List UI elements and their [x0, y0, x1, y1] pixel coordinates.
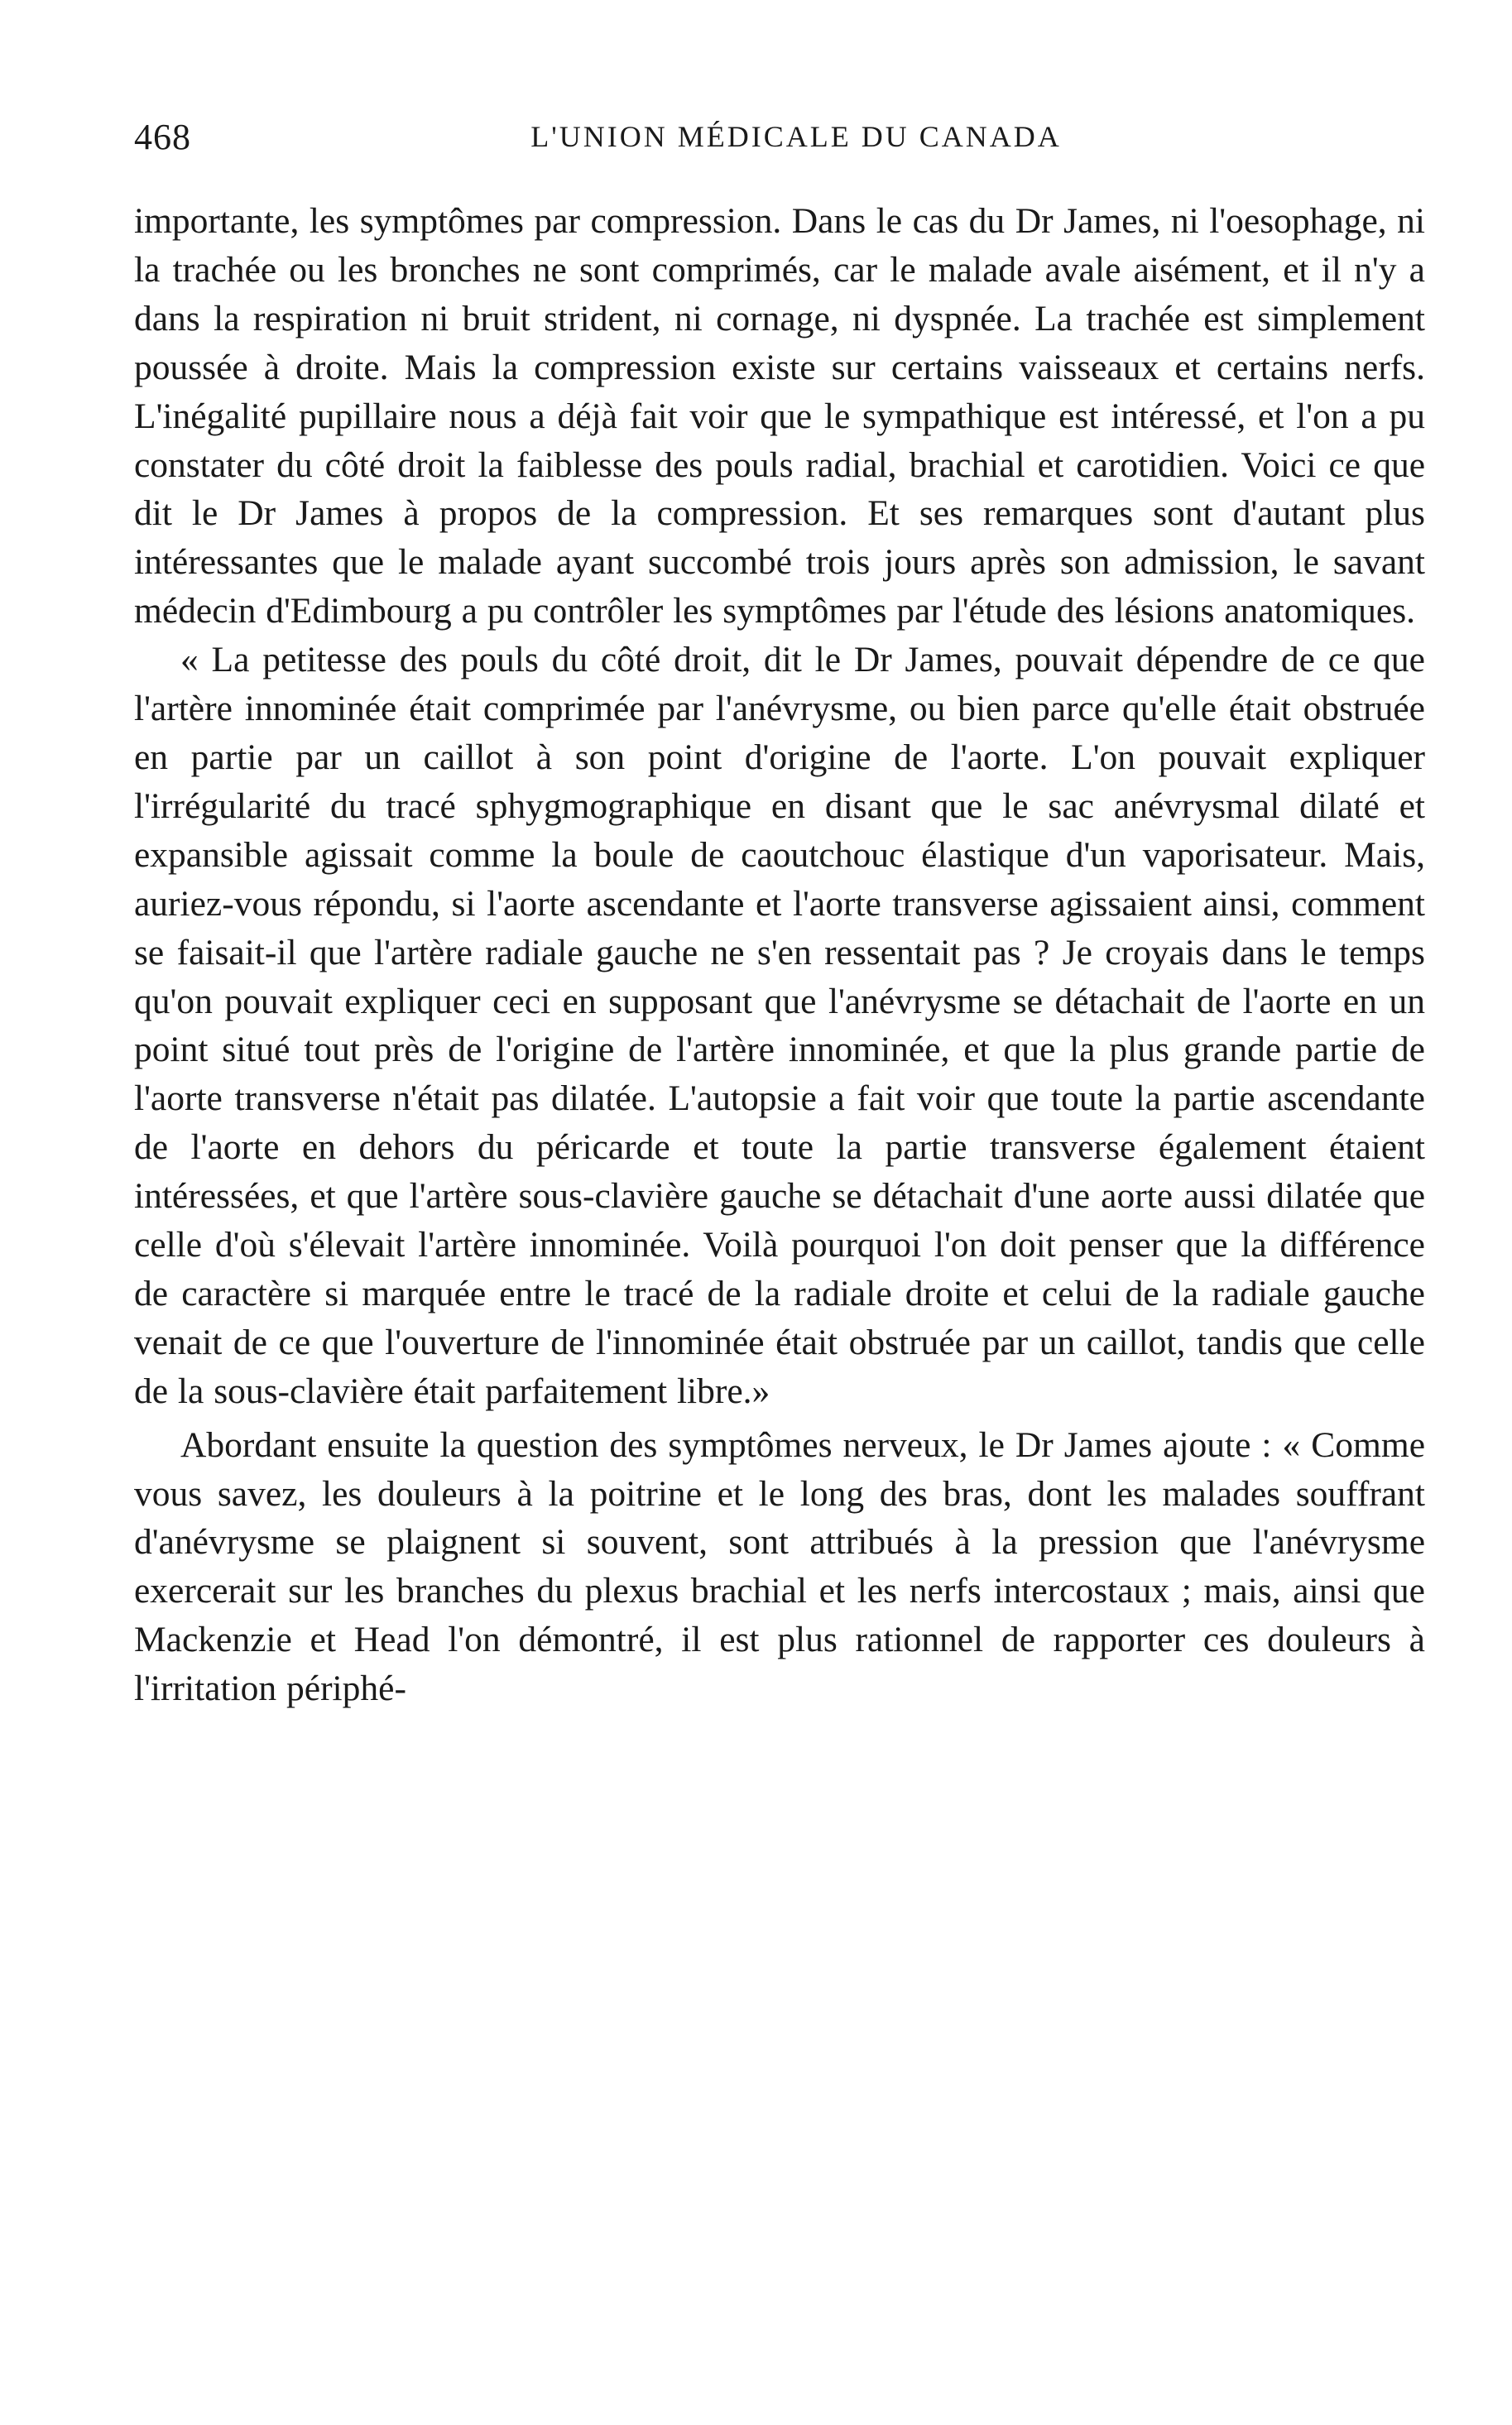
body-text [134, 197, 1425, 1713]
running-head [134, 116, 1425, 166]
paragraph-quotation: « La petitesse des pouls du côté droit, dit le Dr James, pouvait dépendre de ce que l'artère innominée était comprimée par l'anévrysme, ou bien parce qu'elle était obstruée en partie par un caillot à son point d'origine de l'aorte. L'on pouvait expliquer l'irrégularité du tracé sphygmographique en disant que le sac anévrysmal dilaté et expansible agissait comme la boule de caoutchouc élastique d'un vaporisateur. Mais, auriez-vous répondu, si l'aorte ascendante et l'aorte transverse agissaient ainsi, comment se faisait-il que l'artère radiale gauche ne s'en ressentait pas ? Je croyais dans le temps qu'on pouvait expliquer ceci en supposant que l'anévrysme se détachait de l'aorte en un point situé tout près de l'origine de l'artère innominée, et que la plus grande partie de l'aorte transverse n'était pas dilatée. L'autopsie a fait voir que toute la partie ascendante de l'aorte en dehors du péricarde et toute la partie transverse également étaient intéressées, et que l'artère sous-clavière gauche se détachait d'une aorte aussi dilatée que celle d'où s'élevait l'artère innominée. Voilà pourquoi l'on doit penser que la différence de caractère si marquée entre le tracé de la radiale droite et celui de la radiale gauche venait de ce que l'ouverture de l'innominée était obstruée par un caillot, tandis que celle de la sous-clavière était parfaitement libre.» [134, 640, 1425, 1411]
page-number: 468 [134, 117, 191, 157]
paragraph-nervous-symptoms: Abordant ensuite la question des symptômes nerveux, le Dr James ajoute : « Comme vous savez, les douleurs à la poitrine et le long des bras, dont les malades souffrant d'anévrysme se plaignent si souvent, sont attribués à la pression que l'anévrysme exercerait sur les branches du plexus brachial et les nerfs intercostaux ; mais, ainsi que Mackenzie et Head l'on démontré, il est plus rationnel de rapporter ces douleurs à l'irritation périphé- [134, 1424, 1425, 1709]
document-page [134, 116, 1425, 1713]
paragraph-compression: importante, les symptômes par compression. Dans le cas du Dr James, ni l'oesophage, ni la trachée ou les bronches ne sont comprimés, car le malade avale aisément, et il n'y a dans la respiration ni bruit strident, ni cornage, ni dyspnée. La trachée est simplement poussée à droite. Mais la compression existe sur certains vaisseaux et certains nerfs. L'inégalité pupillaire nous a déjà fait voir que le sympathique est intéressé, et l'on a pu constater du côté droit la faiblesse des pouls radial, brachial et carotidien. Voici ce que dit le Dr James à propos de la compression. Et ses remarques sont d'autant plus intéressantes que le malade ayant succombé trois jours après son admission, le savant médecin d'Edimbourg a pu contrôler les symptômes par l'étude des lésions anatomiques. [134, 201, 1425, 631]
journal-title: L'UNION MÉDICALE DU CANADA [530, 120, 1062, 153]
